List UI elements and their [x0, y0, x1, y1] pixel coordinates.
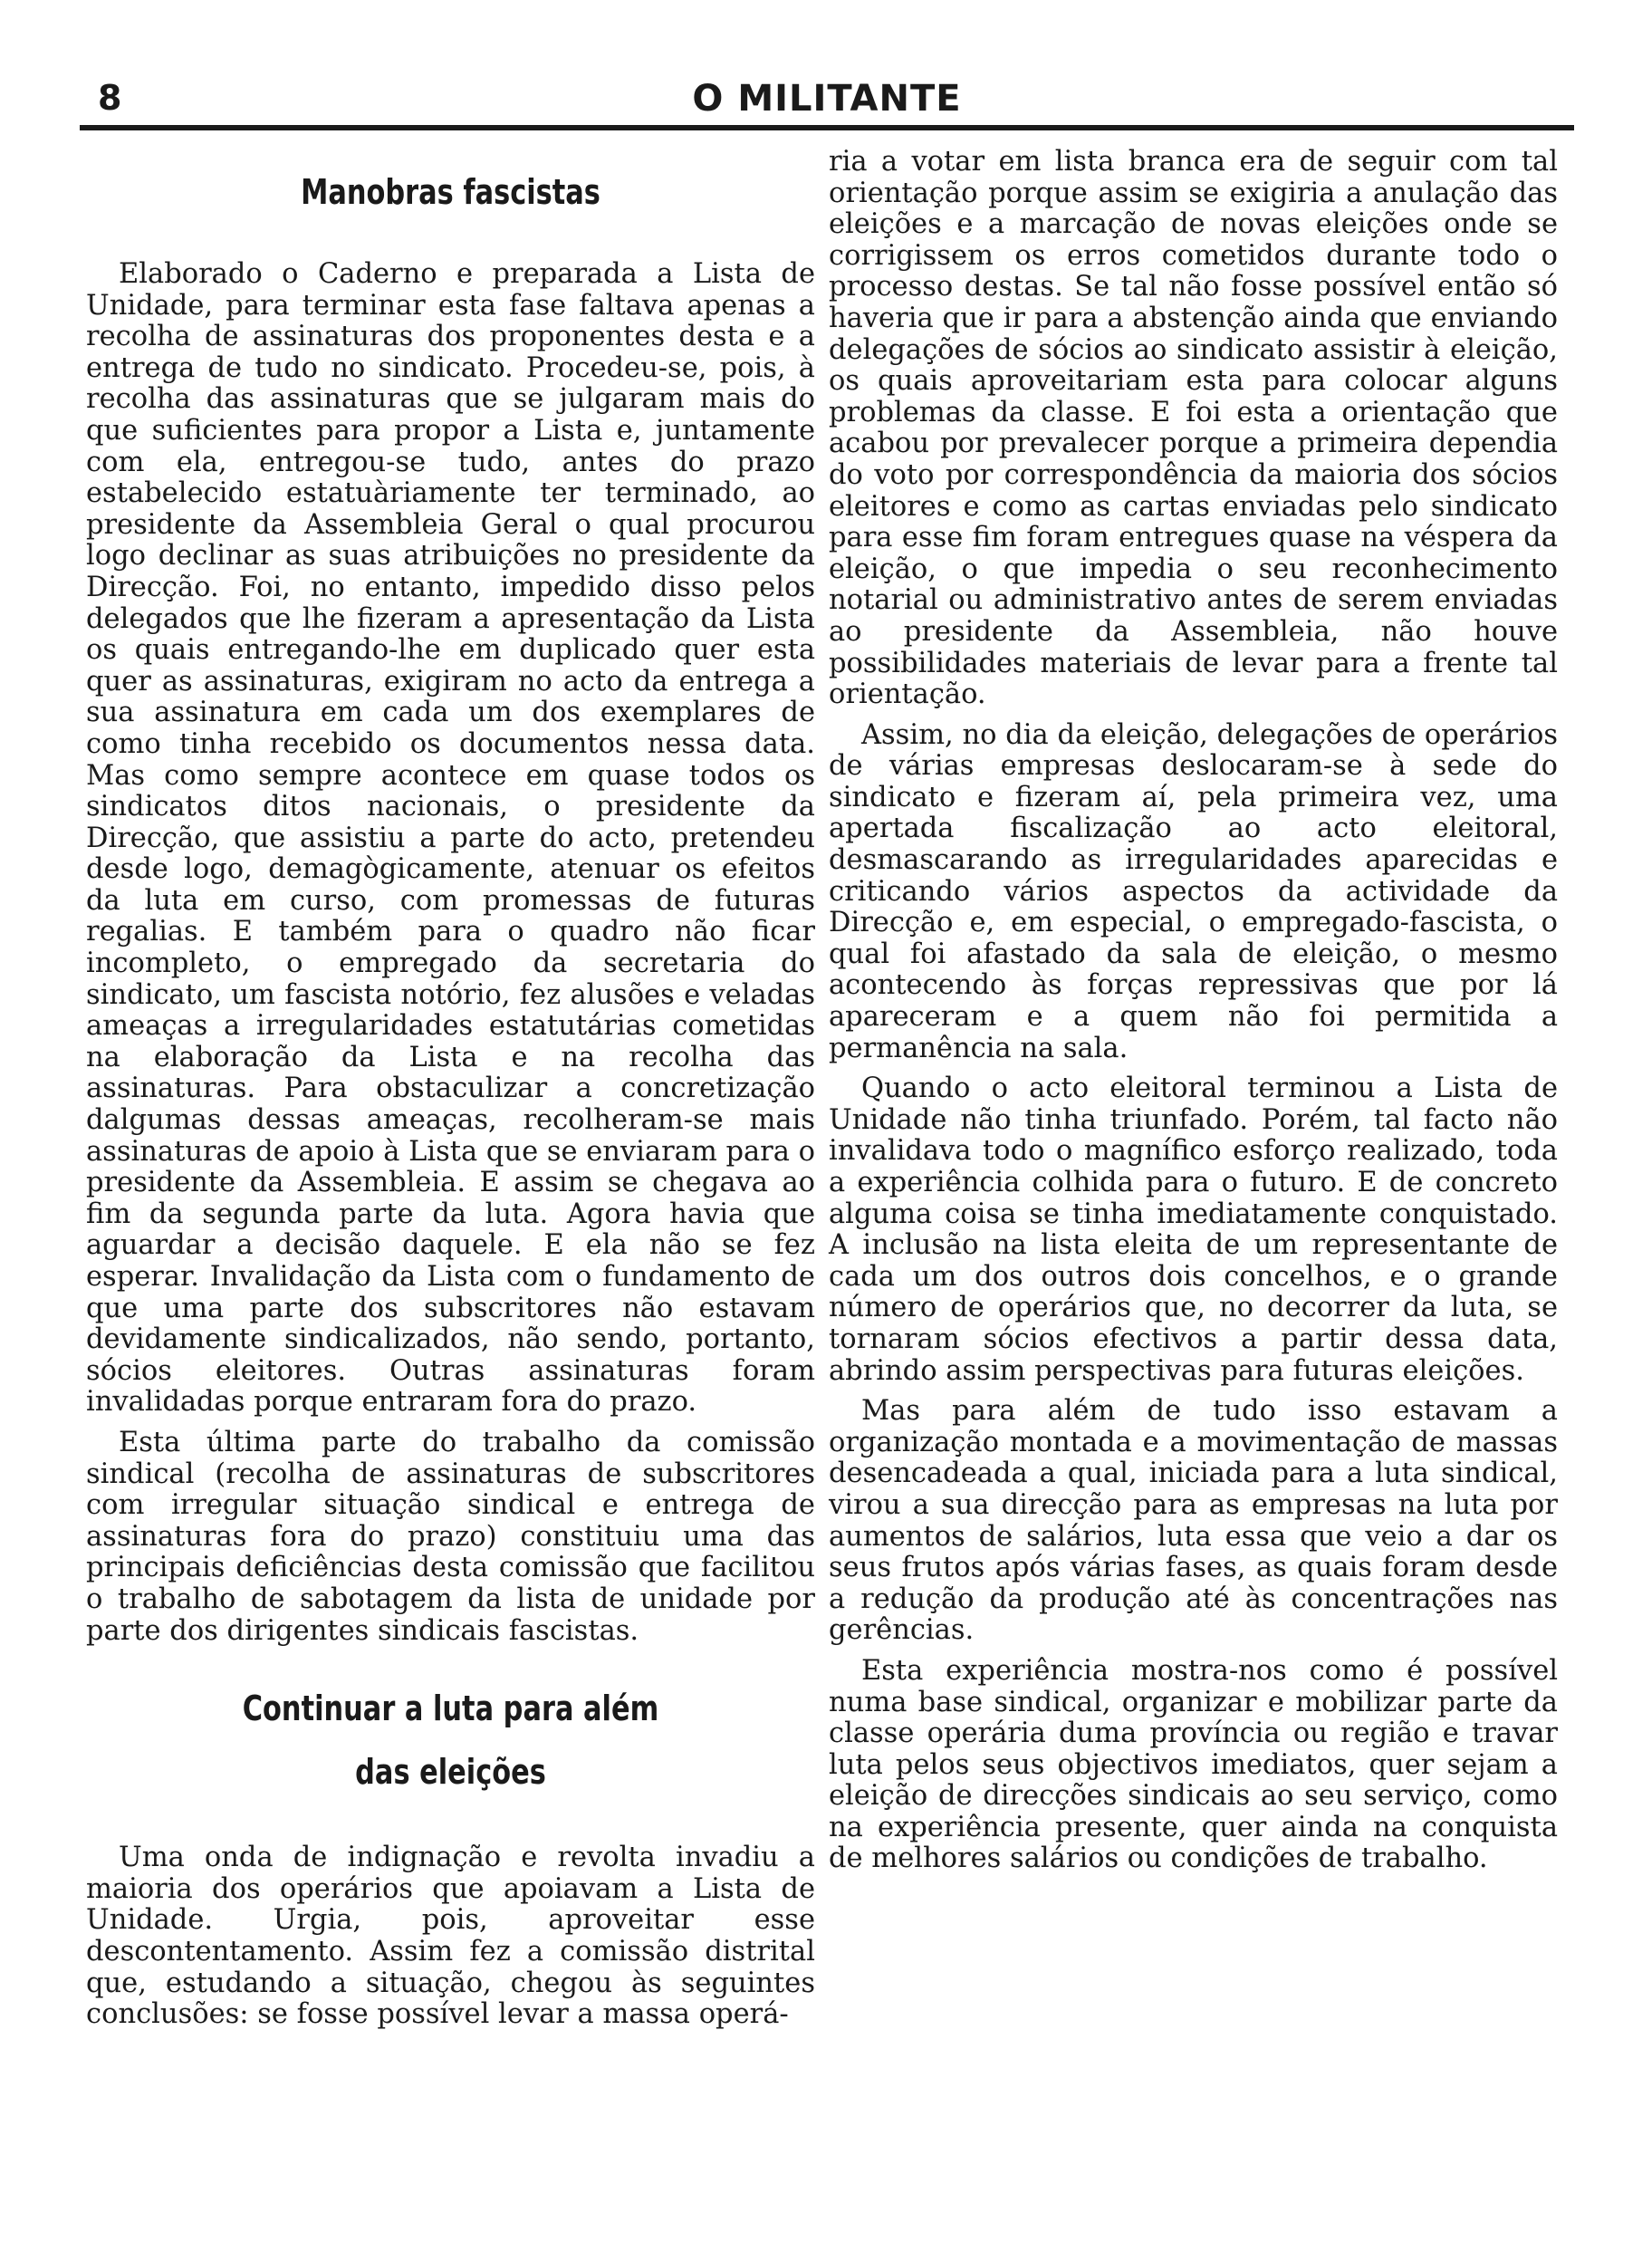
- article-paragraph-continued: ria a votar em lista branca era de seguir com tal orientação porque assim se exigiria a anulação das eleições e a marcação de novas eleições onde se corrigissem os erros cometidos durante todo o processo destas. Se tal não fosse possível então só haveria que ir para a abstenção ainda que enviando delegações de sócios ao sindicato assistir à eleição, os quais aproveitariam esta para colocar alguns problemas da classe. E foi esta a orientação que acabou por prevalecer porque a primeira dependia do voto por correspondência da maioria dos sócios eleitores e como as cartas enviadas pelo sindicato para esse fim foram entregues quase na véspera da eleição, o que impedia o seu reconhecimento notarial ou administrativo antes de serem enviadas ao presidente da Assembleia, não houve possibilidades materiais de levar para a frente tal orientação.: [829, 146, 1558, 711]
- section-title-continuar-line2: das eleições: [355, 1752, 546, 1793]
- page-number: 8: [98, 78, 122, 118]
- section-title-manobras: Manobras fascistas: [301, 172, 600, 212]
- article-paragraph: Uma onda de indignação e revolta invadiu a maioria dos operários que apoiavam a Lista de Unidade. Urgia, pois, aproveitar esse descontentamento. Assim fez a comissão distrital que, estudando a situação, chegou às seguintes conclusões: se fosse possível levar a massa operá-: [86, 1842, 815, 2031]
- article-paragraph: Esta experiência mostra-nos como é possível numa base sindical, organizar e mobilizar parte da classe operária duma província ou região e travar luta pelos seus objectivos imediatos, quer sejam a eleição de direcções sindicais ao seu serviço, como na experiência presente, quer ainda na conquista de melhores salários ou condições de trabalho.: [829, 1654, 1558, 1875]
- article-paragraph: Esta última parte do trabalho da comissão sindical (recolha de assinaturas de subscritores com irregular situação sindical e entrega de assinaturas fora do prazo) constituiu uma das principais deficiências desta comissão que facilitou o trabalho de sabotagem da lista de unidade por parte dos dirigentes sindicais fascistas.: [86, 1426, 815, 1647]
- header-rule: [80, 125, 1574, 130]
- article-paragraph: Quando o acto eleitoral terminou a Lista de Unidade não tinha triunfado. Porém, tal facto não invalidava todo o magnífico esforço realizado, toda a experiência colhida para o futuro. E de concreto alguma coisa se tinha imediatamente conquistado. A inclusão na lista eleita de um representante de cada um dos outros dois concelhos, e o grande número de operários que, no decorrer da luta, se tornaram sócios efectivos a partir dessa data, abrindo assim perspectivas para futuras eleições.: [829, 1073, 1558, 1387]
- article-paragraph: Assim, no dia da eleição, delegações de operários de várias empresas deslocaram-se à sede do sindicato e fizeram aí, pela primeira vez, uma apertada fiscalização ao acto eleitoral, desmascarando as irregularidades aparecidas e criticando vários aspectos da actividade da Direcção e, em especial, o empregado-fascista, o qual foi afastado da sala de eleição, o mesmo acontecendo às forças repressivas que por lá apareceram e a quem não foi permitida a permanência na sala.: [829, 718, 1558, 1064]
- right-column: [829, 147, 1558, 1884]
- section-title-continuar-line1: Continuar a luta para além: [242, 1689, 659, 1729]
- page-header: [80, 71, 1574, 125]
- journal-title: O MILITANTE: [692, 78, 962, 120]
- article-paragraph: Mas para além de tudo isso estavam a organização montada e a movimentação de massas desencadeada a qual, iniciada para a luta sindical, virou a sua direcção para as empresas na luta por aumentos de salários, luta essa que veio a dar os seus frutos após várias fases, as quais foram desde a redução da produção até às concentrações nas gerências.: [829, 1395, 1558, 1647]
- left-column: [86, 145, 815, 2040]
- article-paragraph: Elaborado o Caderno e preparada a Lista de Unidade, para terminar esta fase faltava apenas a recolha de assinaturas dos proponentes desta e a entrega de tudo no sindicato. Procedeu-se, pois, à recolha das assinaturas que se julgaram mais do que suficientes para propor a Lista e, juntamente com ela, entregou-se tudo, antes do prazo estabelecido estatuàriamente ter terminado, ao presidente da Assembleia Geral o qual procurou logo declinar as suas atribuições no presidente da Direcção. Foi, no entanto, impedido disso pelos delegados que lhe fizeram a apresentação da Lista os quais entregando-lhe em duplicado quer esta quer as assinaturas, exigiram no acto da entrega a sua assinatura em cada um dos exemplares de como tinha recebido os documentos nessa data. Mas como sempre acontece em quase todos os sindicatos ditos nacionais, o presidente da Direcção, que assistiu a parte do acto, pretendeu desde logo, demagògicamente, atenuar os efeitos da luta em curso, com promessas de futuras regalias. E também para o quadro não ficar incompleto, o empregado da secretaria do sindicato, um fascista notório, fez alusões e veladas ameaças a irregularidades estatutárias cometidas na elaboração da Lista e na recolha das assinaturas. Para obstaculizar a concretização dalgumas dessas ameaças, recolheram-se mais assinaturas de apoio à Lista que se enviaram para o presidente da Assembleia. E assim se chegava ao fim da segunda parte da luta. Agora havia que aguardar a decisão daquele. E ela não se fez esperar. Invalidação da Lista com o fundamento de que uma parte dos subscritores não estavam devidamente sindicalizados, não sendo, portanto, sócios eleitores. Outras assinaturas foram invalidadas porque entraram fora do prazo.: [86, 258, 815, 1419]
